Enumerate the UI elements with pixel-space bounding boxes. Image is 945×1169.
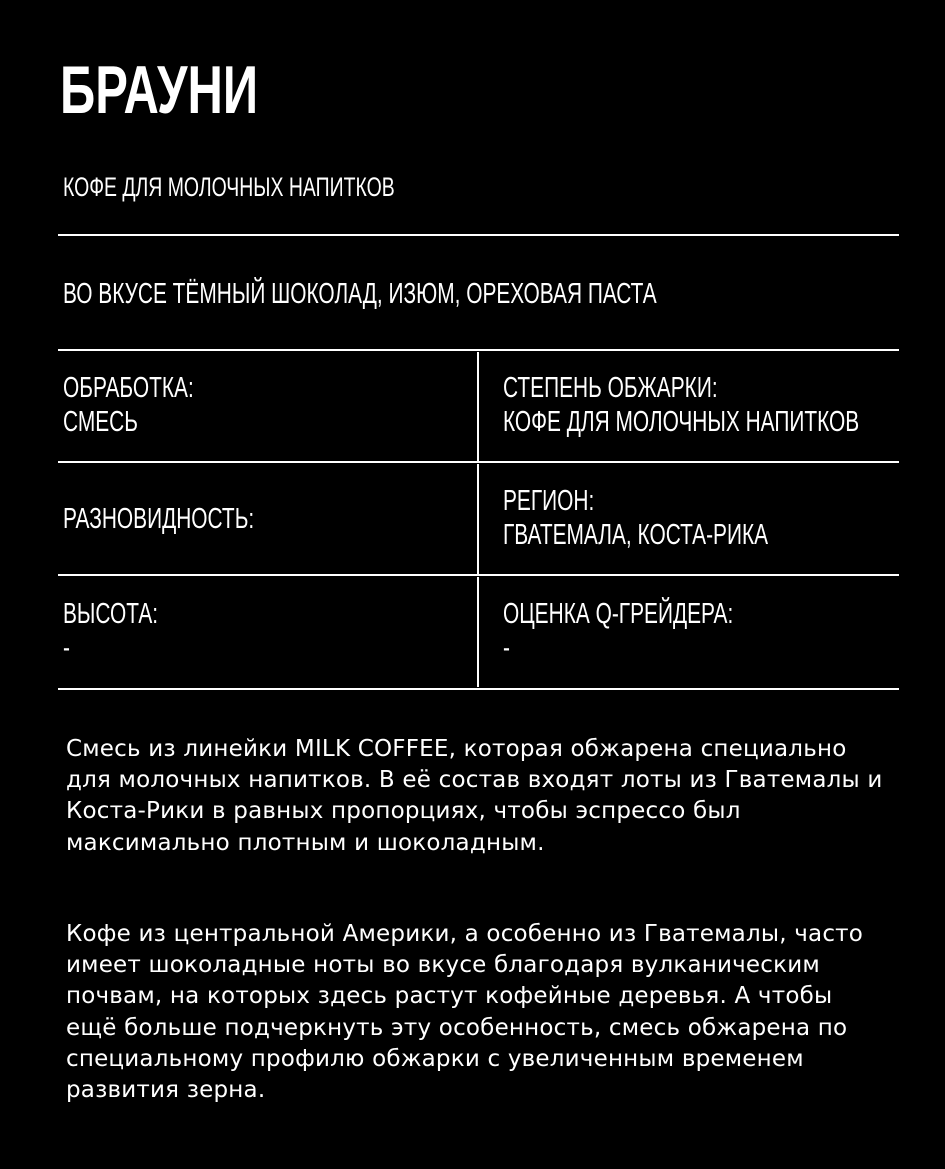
divider <box>58 574 899 576</box>
column-divider <box>477 352 479 461</box>
divider <box>58 461 899 463</box>
column-divider <box>477 577 479 687</box>
spec-value: СМЕСЬ <box>63 406 138 438</box>
spec-variety <box>63 502 329 570</box>
spec-label: РЕГИОН: <box>503 485 595 517</box>
spec-value: - <box>503 632 510 664</box>
spec-altitude <box>63 597 195 665</box>
spec-value: ГВАТЕМАЛА, КОСТА-РИКА <box>503 519 769 551</box>
product-title: БРАУНИ <box>60 52 259 128</box>
product-subtitle: КОФЕ ДЛЯ МОЛОЧНЫХ НАПИТКОВ <box>63 172 395 202</box>
column-divider <box>477 464 479 574</box>
spec-region <box>503 484 871 552</box>
spec-processing <box>63 371 245 439</box>
description-paragraph: Кофе из центральной Америки, а особенно из Гватемалы, часто имеет шоколадные ноты во вкусе благодаря вулканическим почвам, на которых здесь растут кофейные деревья. А чтобы ещё больше подчеркнуть эту особенность, смесь обжарена по специальному профилю обжарки с увеличенным временем развития зерна. <box>66 921 864 1104</box>
spec-label: ВЫСОТА: <box>63 598 159 630</box>
spec-value: - <box>63 632 70 664</box>
divider <box>58 349 899 351</box>
divider <box>58 234 899 236</box>
spec-label: СТЕПЕНЬ ОБЖАРКИ: <box>503 372 718 404</box>
spec-label: ОБРАБОТКА: <box>63 372 194 404</box>
spec-label: ОЦЕНКА Q-ГРЕЙДЕРА: <box>503 598 734 630</box>
taste-notes: ВО ВКУСЕ ТЁМНЫЙ ШОКОЛАД, ИЗЮМ, ОРЕХОВАЯ ПАСТА <box>63 278 657 310</box>
spec-value: КОФЕ ДЛЯ МОЛОЧНЫХ НАПИТКОВ <box>503 406 860 438</box>
spec-label: РАЗНОВИДНОСТЬ: <box>63 503 255 535</box>
divider <box>58 688 899 690</box>
description-paragraph: Смесь из линейки MILK COFFEE, которая обжарена специально для молочных напитков. В её состав входят лоты из Гватемалы и Коста-Рики в равных пропорциях, чтобы эспрессо был максимально плотным и шоколадным. <box>66 736 883 856</box>
spec-roast <box>503 371 945 439</box>
spec-q-grade <box>503 597 823 665</box>
